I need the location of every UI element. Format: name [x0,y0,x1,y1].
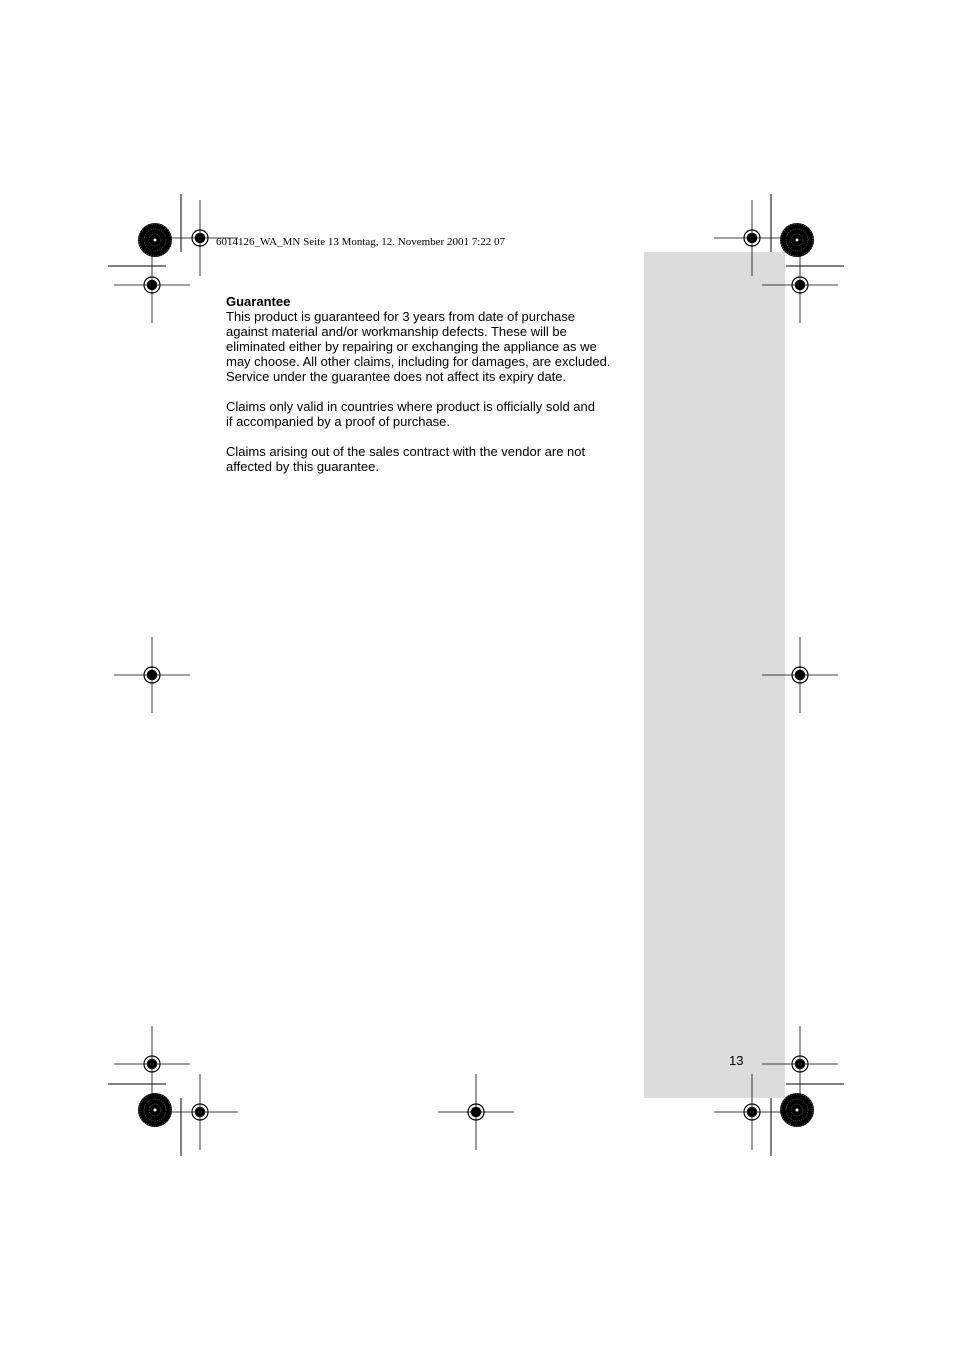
paragraph-sales-contract: Claims arising out of the sales contract with the vendor are not affected by this guarantee. [226,444,586,474]
registration-crosshair-icon [162,1074,238,1150]
paragraph-guarantee-terms: This product is guaranteed for 3 years from date of purchase against material and/or workmanship defects. These will be eliminated either by repairing or exchanging the appliance as we may choose. All other claims, including for damages, are excluded. Service under the guarantee does not affect its expiry date. [226,309,611,384]
starburst-target-icon [780,1093,814,1127]
registration-crosshair-icon [762,637,838,713]
registration-crosshair-icon [714,200,790,276]
paragraph-claims-validity: Claims only valid in countries where product is officially sold and if accompanied by a proof of purchase. [226,399,595,429]
print-slug-line: 6014126_WA_MN Seite 13 Montag, 12. November 2001 7:22 07 [216,236,506,248]
registration-crosshair-icon [762,247,838,323]
starburst-target-icon [138,223,172,257]
starburst-target-icon [138,1093,172,1127]
section-title: Guarantee [226,294,291,309]
page-number: 13 [729,1053,744,1068]
registration-crosshair-icon [438,1074,514,1150]
registration-crosshair-icon [162,200,238,276]
registration-crosshair-icon [762,1026,838,1102]
crop-mark-icon [108,194,844,1156]
starburst-target-icon [780,223,814,257]
registration-crosshair-icon [114,637,190,713]
registration-crosshair-icon [714,1074,790,1150]
registration-crosshair-icon [114,247,190,323]
registration-crosshair-icon [114,1026,190,1102]
